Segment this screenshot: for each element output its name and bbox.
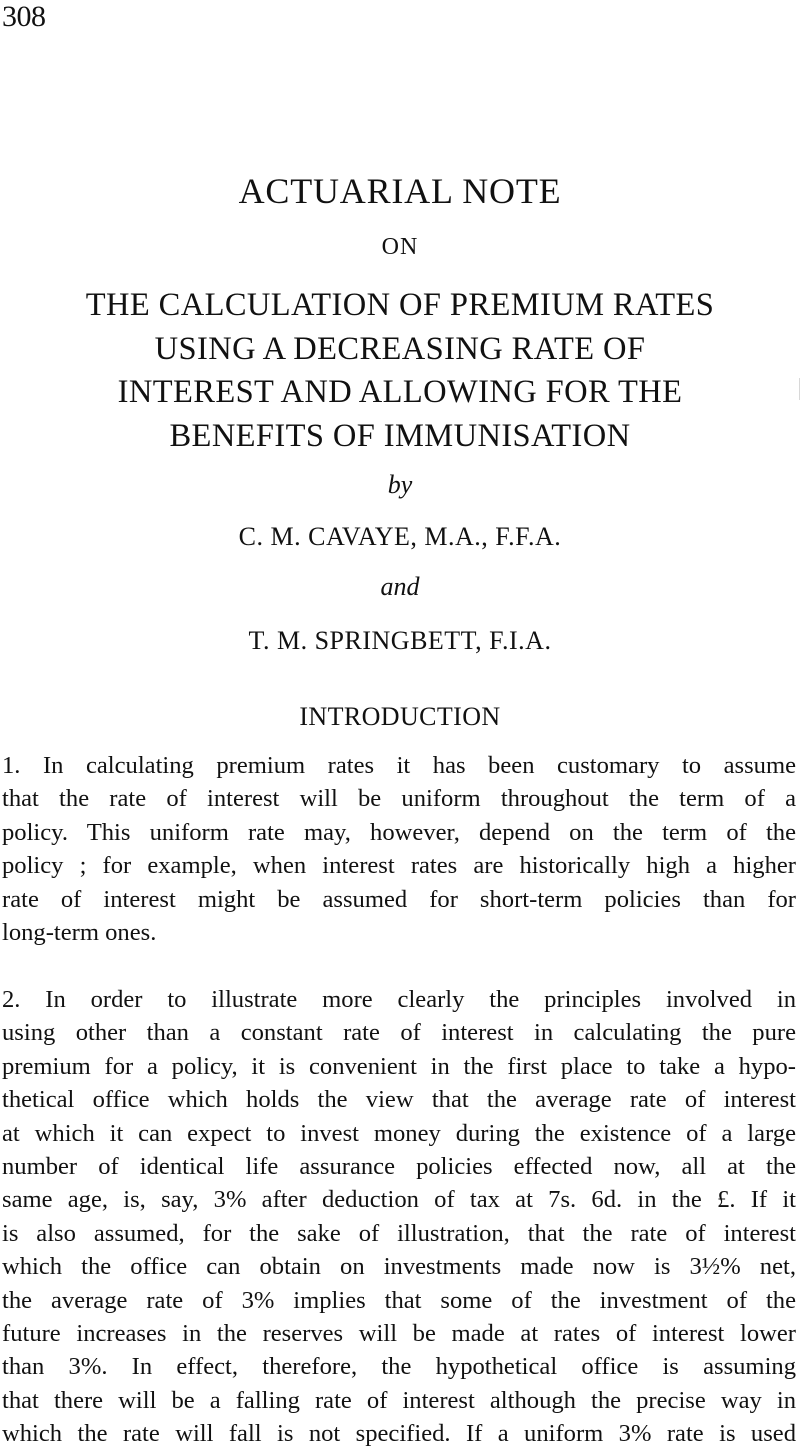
- paragraph-line: 2. In order to illustrate more clearly the principles involved in: [2, 986, 796, 1013]
- paragraph-line: thetical office which holds the view that the average rate of interest: [2, 1086, 796, 1114]
- paragraph-line: which the rate will fall is not specified. If a uniform 3% rate is used: [2, 1420, 796, 1448]
- paragraph-line: long-term ones.: [2, 918, 157, 946]
- paragraph-line: which the office can obtain on investments made now is 3½% net,: [2, 1253, 796, 1281]
- page-number: 308: [2, 0, 46, 33]
- paragraph-line: at which it can expect to invest money during the existence of a large: [2, 1119, 796, 1147]
- paragraph-line: number of identical life assurance policies effected now, all at the: [2, 1152, 796, 1180]
- paragraph-line: that there will be a falling rate of interest although the precise way in: [2, 1386, 796, 1414]
- subtitle-line: INTEREST AND ALLOWING FOR THE: [117, 374, 683, 410]
- paragraph-line: the average rate of 3% implies that some of the investment of the: [2, 1286, 796, 1314]
- paragraph-2: [2, 983, 796, 1450]
- paragraph-line: premium for a policy, it is convenient in the first place to take a hypo-: [2, 1052, 796, 1080]
- author-name: C. M. CAVAYE, M.A., F.F.A.: [238, 522, 562, 551]
- paragraph-line: 1. In calculating premium rates it has been customary to assume: [2, 752, 796, 779]
- author-name: T. M. SPRINGBETT, F.I.A.: [248, 626, 552, 655]
- paragraph-line: that the rate of interest will be uniform throughout the term of a: [2, 785, 796, 813]
- paragraph-line: policy ; for example, when interest rates are historically high a higher: [2, 852, 796, 880]
- byline-by: by: [387, 470, 413, 499]
- byline-and: and: [380, 572, 420, 601]
- section-heading: INTRODUCTION: [299, 702, 501, 731]
- title-main: ACTUARIAL NOTE: [238, 171, 562, 211]
- subtitle-line: USING A DECREASING RATE OF: [154, 330, 646, 367]
- paragraph-line: using other than a constant rate of interest in calculating the pure: [2, 1019, 796, 1047]
- paragraph-line: than 3%. In effect, therefore, the hypothetical office is assuming: [2, 1353, 796, 1381]
- paragraph-line: is also assumed, for the sake of illustration, that the rate of interest: [2, 1219, 796, 1247]
- subtitle-line: BENEFITS OF IMMUNISATION: [169, 417, 631, 454]
- subtitle: [0, 284, 800, 458]
- paragraph-1: [2, 749, 796, 949]
- subtitle-line: THE CALCULATION OF PREMIUM RATES: [85, 287, 715, 323]
- paragraph-line: same age, is, say, 3% after deduction of tax at 7s. 6d. in the £. If it: [2, 1186, 796, 1214]
- paragraph-line: policy. This uniform rate may, however, depend on the term of the: [2, 818, 796, 846]
- paragraph-line: future increases in the reserves will be made at rates of interest lower: [2, 1319, 796, 1347]
- paragraph-line: rate of interest might be assumed for short-term policies than for: [2, 885, 796, 913]
- title-connector: ON: [381, 234, 419, 260]
